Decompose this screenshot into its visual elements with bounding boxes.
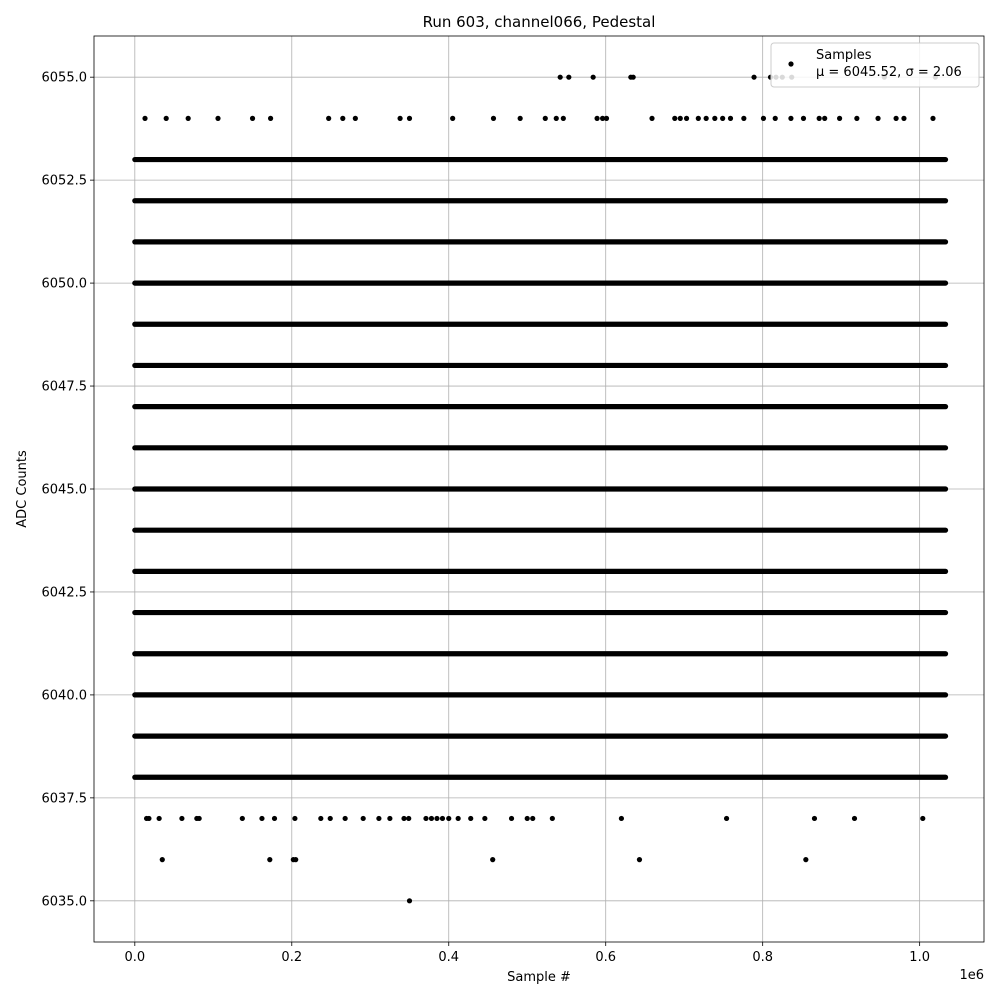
sample-point xyxy=(817,116,822,121)
sample-point xyxy=(619,816,624,821)
sample-point xyxy=(773,116,778,121)
sample-point xyxy=(724,816,729,821)
sample-point xyxy=(407,898,412,903)
sample-point xyxy=(401,816,406,821)
sample-point xyxy=(558,75,563,80)
sample-point xyxy=(179,816,184,821)
sample-point xyxy=(554,116,559,121)
sample-point xyxy=(292,816,297,821)
sample-point xyxy=(812,816,817,821)
legend-series-label: Samples xyxy=(816,48,872,63)
y-tick-label: 6052.5 xyxy=(41,173,87,189)
x-tick-label: 0.0 xyxy=(124,950,146,965)
sample-point xyxy=(852,816,857,821)
y-axis-label: ADC Counts xyxy=(15,450,30,528)
y-tick-label: 6047.5 xyxy=(41,379,87,395)
sample-point xyxy=(704,116,709,121)
sample-point xyxy=(525,816,530,821)
sample-point xyxy=(407,116,412,121)
sample-point xyxy=(482,816,487,821)
x-tick-label: 0.4 xyxy=(438,950,460,965)
sample-point xyxy=(678,116,683,121)
sample-point xyxy=(803,857,808,862)
sample-point xyxy=(837,116,842,121)
sample-point xyxy=(530,816,535,821)
sample-point xyxy=(631,75,636,80)
sample-point xyxy=(326,116,331,121)
ticks-layer xyxy=(42,71,930,965)
sample-point xyxy=(215,116,220,121)
sample-point xyxy=(240,816,245,821)
sample-point xyxy=(594,116,599,121)
sample-point xyxy=(142,116,147,121)
sample-point xyxy=(268,116,273,121)
sample-point xyxy=(712,116,717,121)
sample-point xyxy=(397,116,402,121)
sample-point xyxy=(164,116,169,121)
sample-point xyxy=(591,75,596,80)
sample-point xyxy=(440,816,445,821)
sample-point xyxy=(186,116,191,121)
sample-point xyxy=(684,116,689,121)
sample-point xyxy=(197,816,202,821)
sample-point xyxy=(259,816,264,821)
x-tick-label: 0.2 xyxy=(281,950,303,965)
sample-point xyxy=(822,116,827,121)
sample-point xyxy=(550,816,555,821)
sample-point xyxy=(406,816,411,821)
sample-point xyxy=(696,116,701,121)
sample-point xyxy=(720,116,725,121)
sample-point xyxy=(157,816,162,821)
sample-point xyxy=(741,116,746,121)
sample-point xyxy=(788,116,793,121)
x-tick-label: 0.8 xyxy=(752,950,774,965)
sample-point xyxy=(446,816,451,821)
sample-point xyxy=(490,857,495,862)
x-tick-label: 0.6 xyxy=(595,950,617,965)
sample-point xyxy=(761,116,766,121)
x-axis-offset-label: 1e6 xyxy=(959,968,984,983)
sample-point xyxy=(340,116,345,121)
x-tick-label: 1.0 xyxy=(909,950,930,965)
y-tick-label: 6045.0 xyxy=(41,482,87,498)
sample-point xyxy=(728,116,733,121)
sample-point xyxy=(637,857,642,862)
sample-point xyxy=(893,116,898,121)
y-tick-label: 6055.0 xyxy=(41,70,87,86)
sample-point xyxy=(353,116,358,121)
sample-point xyxy=(801,116,806,121)
sample-point xyxy=(566,75,571,80)
legend-marker xyxy=(788,61,793,66)
x-axis-label: Sample # xyxy=(507,970,571,985)
sample-point xyxy=(456,816,461,821)
sample-point xyxy=(160,857,165,862)
y-tick-label: 6042.5 xyxy=(41,585,87,601)
sample-point xyxy=(293,857,298,862)
sample-point xyxy=(543,116,548,121)
sample-point xyxy=(672,116,677,121)
sample-point xyxy=(376,816,381,821)
sample-point xyxy=(429,816,434,821)
sample-point xyxy=(361,816,366,821)
sample-point xyxy=(491,116,496,121)
chart-title: Run 603, channel066, Pedestal xyxy=(422,13,656,31)
sample-point xyxy=(328,816,333,821)
sample-point xyxy=(267,857,272,862)
y-tick-label: 6040.0 xyxy=(41,688,87,704)
sample-point xyxy=(450,116,455,121)
sample-point xyxy=(854,116,859,121)
sample-point xyxy=(468,816,473,821)
sample-point xyxy=(901,116,906,121)
sample-point xyxy=(250,116,255,121)
sample-point xyxy=(649,116,654,121)
sample-point xyxy=(387,816,392,821)
points-layer xyxy=(135,75,946,904)
sample-point xyxy=(751,75,756,80)
sample-point xyxy=(930,116,935,121)
legend xyxy=(771,43,979,87)
sample-point xyxy=(146,816,151,821)
y-tick-label: 6037.5 xyxy=(41,791,87,807)
sample-point xyxy=(423,816,428,821)
sample-point xyxy=(920,816,925,821)
y-tick-label: 6050.0 xyxy=(41,276,87,292)
sample-point xyxy=(343,816,348,821)
sample-point xyxy=(518,116,523,121)
sample-point xyxy=(561,116,566,121)
sample-point xyxy=(318,816,323,821)
sample-point xyxy=(272,816,277,821)
sample-point xyxy=(604,116,609,121)
sample-point xyxy=(875,116,880,121)
y-tick-label: 6035.0 xyxy=(41,894,87,910)
sample-point xyxy=(434,816,439,821)
sample-point xyxy=(509,816,514,821)
legend-stats-label: μ = 6045.52, σ = 2.06 xyxy=(816,65,962,80)
